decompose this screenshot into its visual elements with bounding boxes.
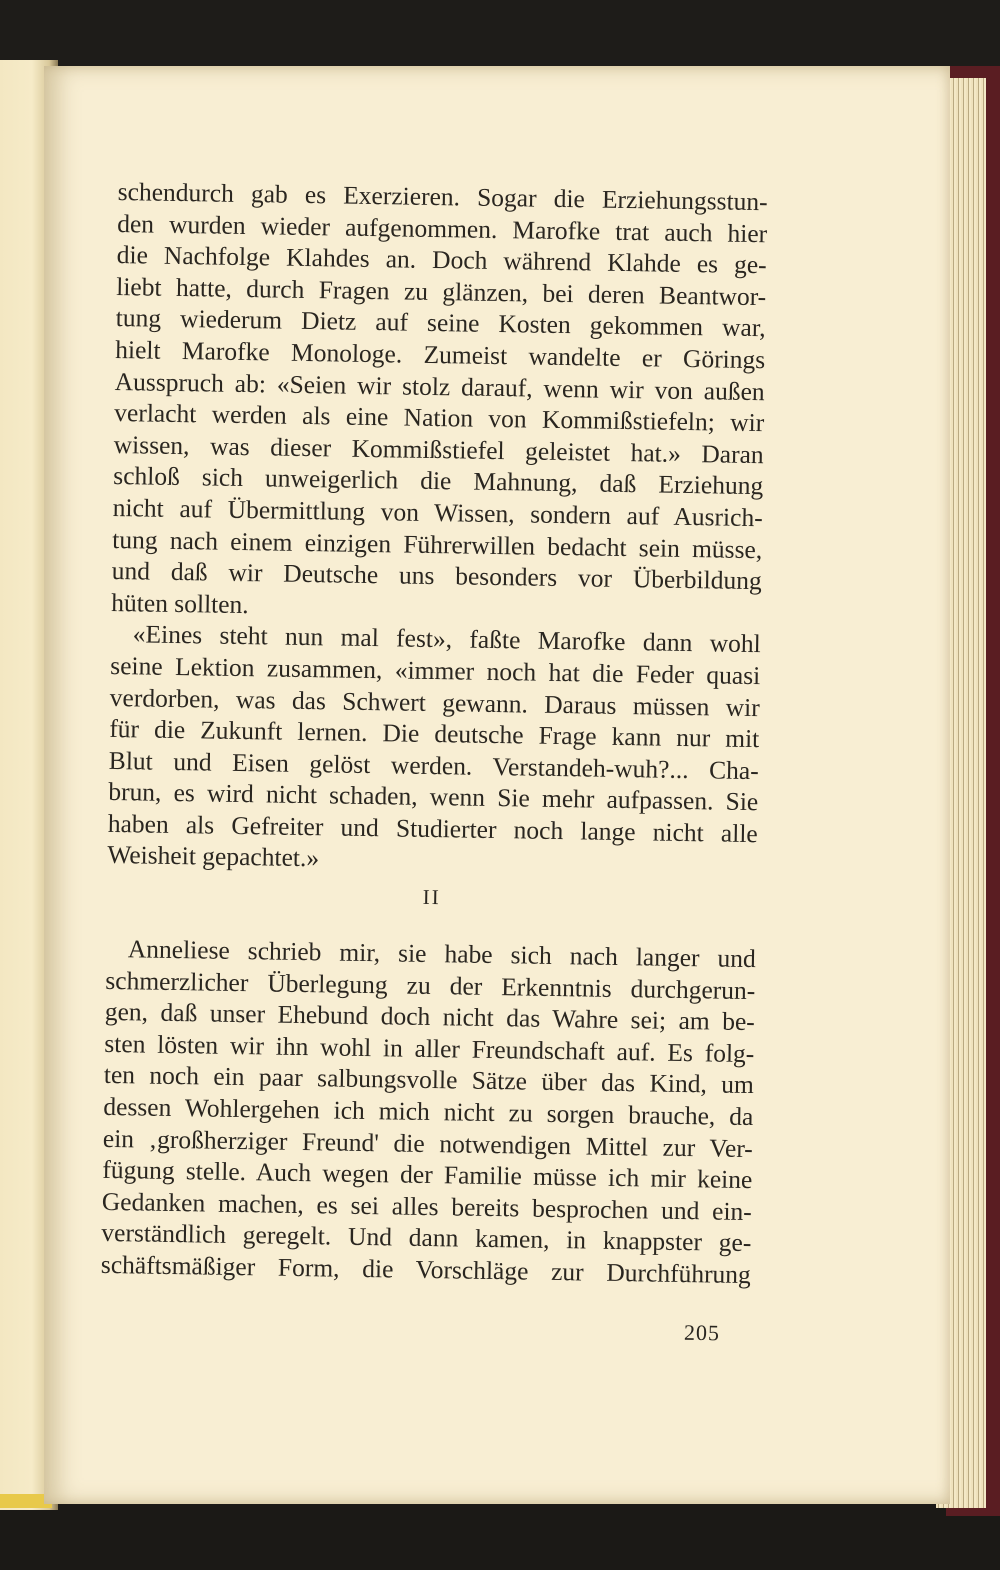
page-number: 205 <box>683 1319 721 1346</box>
page-text <box>101 176 768 1291</box>
text-line: wissen, was dieser Kommißstiefel geleistet hat.» Daran <box>113 429 764 469</box>
text-line: brun, es wird nicht schaden, wenn Sie mehr aufpassen. Sie <box>108 777 759 817</box>
text-line: «Eines steht nun mal fest», faßte Marofke dann wohl <box>132 619 761 659</box>
text-line: für die Zukunft lernen. Die deutsche Frage kann nur mit <box>109 714 760 754</box>
text-line: verlacht werden als eine Nation von Kommißstiefeln; wir <box>114 398 765 438</box>
text-line: Blut und Eisen gelöst werden. Verstandeh-wuh?... Cha- <box>108 745 759 785</box>
text-line: schloß sich unweigerlich die Mahnung, daß Erziehung <box>113 461 764 501</box>
text-line: ein ‚großherziger Freund' die notwendigen Mittel zur Ver- <box>102 1123 754 1163</box>
text-line: den wurden wieder aufgenommen. Marofke trat auch hier <box>117 208 768 248</box>
scan-background-top <box>0 0 1000 70</box>
text-line: ten noch ein paar salbungsvolle Sätze über das Kind, um <box>103 1060 755 1100</box>
text-line: Gedanken machen, es sei alles bereits besprochen und ein- <box>101 1186 753 1226</box>
text-line: verdorben, was das Schwert gewann. Daraus müssen wir <box>109 682 760 722</box>
paragraph-2 <box>107 618 761 881</box>
text-line: nicht auf Übermittlung von Wissen, sondern auf Ausrich- <box>112 492 763 533</box>
text-line: hielt Marofke Monologe. Zumeist wandelte er Görings <box>115 334 766 375</box>
text-line: gen, daß unser Ehebund doch nicht das Wahre sei; am be- <box>104 997 756 1037</box>
text-line: verständlich geregelt. Und dann kamen, in knappster ge- <box>101 1218 752 1258</box>
text-line: haben als Gefreiter und Studierter noch lange nicht alle <box>107 808 758 849</box>
text-line: hüten sollten. <box>111 587 249 619</box>
text-line: sten lösten wir ihn wohl in aller Freundschaft auf. Es folg- <box>104 1028 755 1068</box>
text-line: fügung stelle. Auch wegen der Familie müsse ich mir keine <box>102 1155 753 1195</box>
section-number: II <box>422 884 441 910</box>
paragraph-1 <box>111 176 768 628</box>
text-line: schäftsmäßiger Form, die Vorschläge zur Durchführung <box>100 1249 752 1290</box>
text-line: schmerzlicher Überlegung zu der Erkenntnis durchgerun- <box>105 965 756 1005</box>
scan-background-bottom <box>0 1505 1000 1570</box>
paragraph-3 <box>101 933 756 1291</box>
text-line: tung nach einem einzigen Führerwillen bedacht sein müsse, <box>112 524 763 564</box>
text-line: seine Lektion zusammen, «immer noch hat die Feder quasi <box>110 650 761 691</box>
text-line: und daß wir Deutsche uns besonders vor Überbildung <box>111 556 762 596</box>
text-line: Weisheit gepachtet.» <box>107 840 320 873</box>
text-line: liebt hatte, durch Fragen zu glänzen, bei deren Beantwor- <box>116 271 767 311</box>
text-line: Anneliese schrieb mir, sie habe sich nach langer und <box>127 934 757 974</box>
text-line: tung wiederum Dietz auf seine Kosten gekommen war, <box>115 303 766 343</box>
text-line: Ausspruch ab: «Seien wir stolz darauf, wenn wir von außen <box>114 366 765 406</box>
text-line: schendurch gab es Exerzieren. Sogar die Erziehungsstun- <box>117 176 768 217</box>
text-line: dessen Wohlergehen ich mich nicht zu sorgen brauche, da <box>103 1091 754 1132</box>
text-line: die Nachfolge Klahdes an. Doch während Klahde es ge- <box>116 240 767 280</box>
